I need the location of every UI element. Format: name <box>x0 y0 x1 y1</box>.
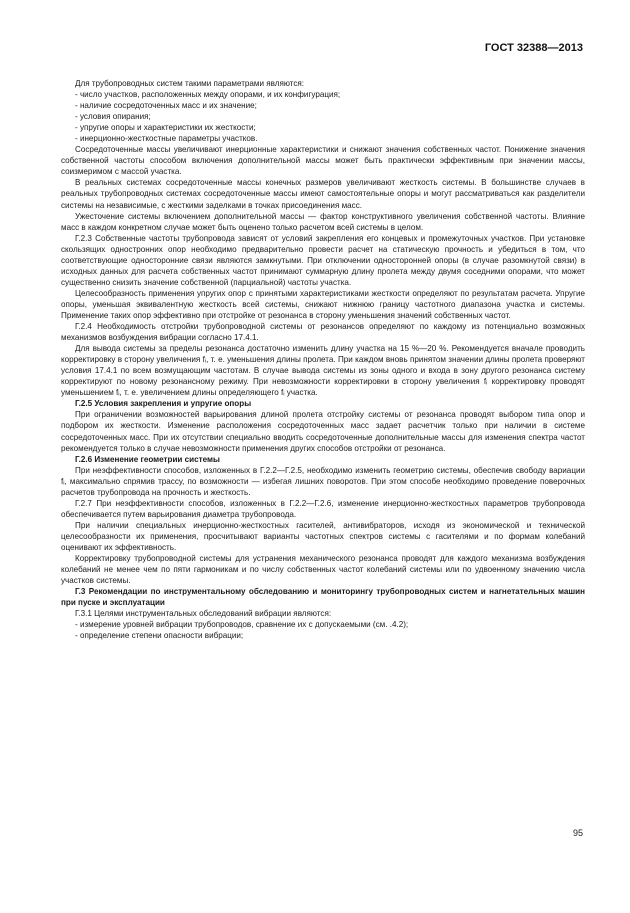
paragraph: При неэффективности способов, изложенных в Г.2.2—Г.2.5, необходимо изменить геометрию системы, обеспечив свободу вариации fᵢ, максимально спрямив трассу, по возможности — избегая лишних поворотов. При этом способе необходимо проведение поверочных расчетов трубопровода на прочность и жесткость. <box>61 465 585 497</box>
list-item: - условия опирания; <box>75 112 151 122</box>
paragraph: В реальных системах сосредоточенные массы конечных размеров увеличивают жесткость системы. В большинстве случаев в реальных трубопроводных системах сосредоточенные массы имеют самостоятельные опоры и могут рассматриваться как разделители системы на независимые, с жесткими заделками в точках присоединения масс. <box>61 178 585 210</box>
paragraph: Для вывода системы за пределы резонанса достаточно изменить длину участка на 15 %—20 %. Рекомендуется вначале проводить корректировку в сторону увеличения fᵢ, т. е. уменьшения длины пролета. При каждом вновь принятом значении длины пролета проверяют условия 17.4.1 по всем возмущающим частотам. В случае вывода системы из зоны одного и входа в зону другого резонанса систему корректируют по новому резонансному режиму. При невозможности корректировки в сторону увеличения fᵢ корректировку проводят уменьшением fᵢ, т. е. увеличением длины определяющего fᵢ участка. <box>61 344 585 398</box>
list-item: - число участков, расположенных между опорами, и их конфигурация; <box>75 90 341 100</box>
list-item: - определение степени опасности вибрации; <box>75 631 244 641</box>
section-heading: Г.2.6 Изменение геометрии системы <box>75 454 220 464</box>
list-item: - инерционно-жесткостные параметры участков. <box>75 134 258 144</box>
list-item: - наличие сосредоточенных масс и их значение; <box>75 101 257 111</box>
paragraph: При наличии специальных инерционно-жесткостных гасителей, антивибраторов, исходя из экономической и технической целесообразности их применения, просчитывают варианты частотных спектров системы с гасителями и по формам колебаний оценивают их эффективность. <box>61 520 585 552</box>
paragraph: Корректировку трубопроводной системы для устранения механического резонанса проводят для каждого механизма возбуждения колебаний не менее чем по пяти гармоникам и по числу собственных частот колебаний системы или по удвоенному значению числа участков системы. <box>61 554 585 586</box>
document-body <box>61 78 585 641</box>
section-heading: Г.3 Рекомендации по инструментальному обследованию и мониторингу трубопроводных систем и нагнетательных машин при пуске и эксплуатации <box>61 587 585 608</box>
document-number: ГОСТ 32388—2013 <box>484 42 583 54</box>
paragraph: Сосредоточенные массы увеличивают инерционные характеристики и снижают значения собственных частот. Понижение значения собственной частоты способом включения дополнительной массы может быть практически эффективным при значении массы, соизмеримом с массой участка. <box>61 145 585 177</box>
paragraph: Для трубопроводных систем такими параметрами являются: <box>75 79 305 88</box>
paragraph: При ограничении возможностей варьирования длиной пролета отстройку системы от резонанса проводят выбором типа опор и подбором их жесткости. Изменение расположения сосредоточенных масс задает расчетчик только при наличии в системе сосредоточенных масс. При их отсутствии специально вводить сосредоточенные дополнительные массы для изменения спектра частот рекомендуется только в случае невозможности применения других способов отстройки от резонанса. <box>61 410 585 453</box>
paragraph: Г.2.7 При неэффективности способов, изложенных в Г.2.2—Г.2.6, изменение инерционно-жесткостных параметров трубопровода обеспечивается путем варьирования диаметра трубопровода. <box>61 498 585 519</box>
paragraph: Г.3.1 Целями инструментальных обследований вибрации являются: <box>75 609 332 619</box>
paragraph: Ужесточение системы включением дополнительной массы — фактор конструктивного увеличения собственной частоты. Влияние масс в каждом конкретном случае может быть оценено только расчетом всей системы в целом. <box>61 211 585 232</box>
page-number: 95 <box>572 828 583 838</box>
paragraph: Целесообразность применения упругих опор с принятыми характеристиками жесткости определяют по результатам расчета. Упругие опоры, уменьшая эквивалентную жесткость всей системы, снижают нижнюю границу частотного диапазона участка и системы. Применение таких опор эффективно при отстройке от резонанса в сторону уменьшения значений собственных частот. <box>61 288 585 320</box>
paragraph: Г.2.3 Собственные частоты трубопровода зависят от условий закрепления его концевых и промежуточных участков. При установке скользящих одностронних опор необходимо предварительно провести расчет на статическую прочность и убедиться в том, что соответствующие односторонние связи являются замкнутыми. При отключении односторонней опоры (в случае разомкнутой связи) в исходных данных для расчета собственных частот принимают суммарную длину пролета между двумя соседними опорами, что может существенно снизить значение собственной (парциальной) частоты участка. <box>61 233 585 287</box>
list-item: - упругие опоры и характеристики их жесткости; <box>75 123 256 133</box>
paragraph: Г.2.4 Необходимость отстройки трубопроводной системы от резонансов определяют по каждому из потенциально возможных механизмов возбуждения вибрации согласно 17.4.1. <box>61 322 585 343</box>
section-heading: Г.2.5 Условия закрепления и упругие опоры <box>75 399 252 409</box>
list-item: - измерение уровней вибрации трубопроводов, сравнение их с допускаемыми (см. .4.2); <box>75 620 409 630</box>
